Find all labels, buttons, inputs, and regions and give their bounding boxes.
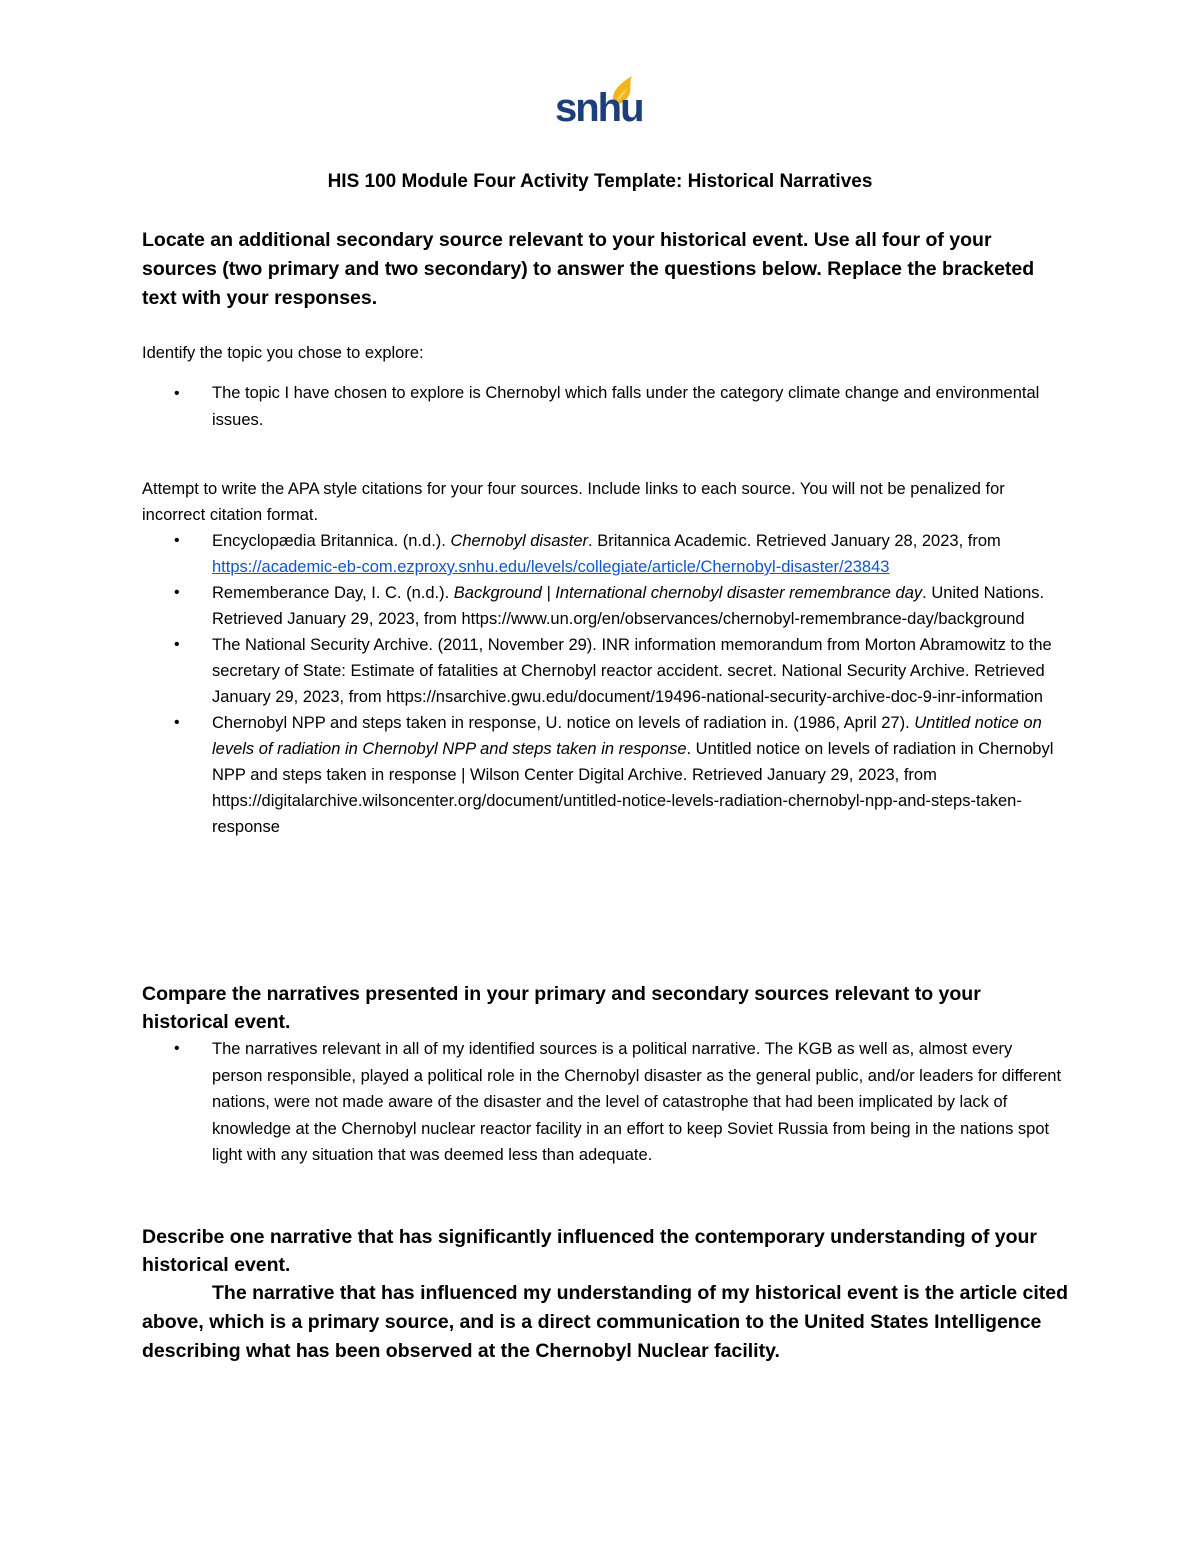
compare-heading: Compare the narratives presented in your primary and secondary sources relevant to your historical event.: [142, 983, 981, 1033]
bullet-icon: •: [174, 532, 180, 549]
citation-link[interactable]: https://academic-eb-com.ezproxy.snhu.edu/levels/collegiate/article/Chernobyl-disaster/23843: [212, 558, 890, 576]
citation-before: The National Security Archive. (2011, November 29). INR information memorandum from Morton Abramowitz to the secretary of State: Estimate of fatalities at Chernobyl reactor accident. secret. National Security Archive. Retrieved January 29, 2023, from https://nsarchive.gwu.edu/document/19496-national-security-archive-doc-9-inr-information: [212, 636, 1052, 706]
citation-item: [142, 580, 1072, 632]
describe-heading: Describe one narrative that has significantly influenced the contemporary understanding of your historical event.: [142, 1226, 1038, 1276]
describe-answer-block: [142, 1279, 1072, 1366]
citation-title: Chernobyl disaster: [450, 532, 589, 550]
topic-answer: The topic I have chosen to explore is Chernobyl which falls under the category climate change and environmental issues.: [212, 384, 1040, 429]
list-item: [142, 380, 1062, 434]
snhu-logo: [552, 74, 642, 134]
citation-before: Rememberance Day, I. C. (n.d.).: [212, 584, 454, 602]
bullet-icon: •: [174, 584, 180, 601]
bullet-icon: •: [174, 385, 180, 402]
page-title: HIS 100 Module Four Activity Template: Historical Narratives: [327, 171, 873, 192]
describe-answer: The narrative that has influenced my understanding of my historical event is the article cited above, which is a primary source, and is a direct communication to the United States Intelligence describing what has been observed at the Chernobyl Nuclear facility.: [142, 1282, 1069, 1362]
citation-item: [142, 528, 1072, 580]
citation-after: . United Nations. Retrieved January 29, 2023, from https://www.un.org/en/observances/chernobyl-remembrance-day/background: [212, 584, 1045, 628]
citations-section: [142, 476, 1072, 840]
list-item: [142, 1036, 1062, 1169]
citation-item: [142, 710, 1072, 840]
citation-title: Untitled notice on levels of radiation in Chernobyl NPP and steps taken in response: [212, 714, 1042, 758]
citation-after: . Untitled notice on levels of radiation in Chernobyl NPP and steps taken in response | Wilson Center Digital Archive. Retrieved January 29, 2023, from https://digitalarchive.wilsoncenter.org/document/untitled-notice-levels-radiation-chernobyl-npp-and-steps-taken-response: [212, 740, 1054, 836]
bullet-icon: •: [174, 714, 180, 731]
citation-before: Encyclopædia Britannica. (n.d.).: [212, 532, 451, 550]
citations-prompt: Attempt to write the APA style citations for your four sources. Include links to each source. You will not be penalized for incorrect citation format.: [142, 480, 1005, 524]
compare-answer: The narratives relevant in all of my identified sources is a political narrative. The KGB as well as, almost every person responsible, played a political role in the Chernobyl disaster as the general public, and/or leaders for different nations, were not made aware of the disaster and the level of catastrophe that had been implicated by lack of knowledge at the Chernobyl nuclear reactor facility in an effort to keep Soviet Russia from being in the nations spot light with any situation that was deemed less than adequate.: [212, 1040, 1062, 1164]
compare-list: [142, 1036, 1062, 1169]
topic-list: [142, 380, 1062, 434]
citation-before: Chernobyl NPP and steps taken in response, U. notice on levels of radiation in. (1986, April 27).: [212, 714, 915, 732]
logo-wordmark: snhu: [555, 86, 643, 130]
bullet-icon: •: [174, 1040, 180, 1057]
citation-after: . Britannica Academic. Retrieved January 28, 2023, from: [588, 532, 1001, 550]
citation-item: [142, 632, 1072, 710]
citation-title: Background | International chernobyl disaster remembrance day: [453, 584, 923, 602]
topic-prompt: Identify the topic you chose to explore:: [142, 344, 424, 362]
intro-instructions: Locate an additional secondary source relevant to your historical event. Use all four of your sources (two primary and two secondary) to answer the questions below. Replace the bracketed text with your responses.: [142, 229, 1035, 309]
citations-list: [142, 528, 1072, 840]
bullet-icon: •: [174, 636, 180, 653]
